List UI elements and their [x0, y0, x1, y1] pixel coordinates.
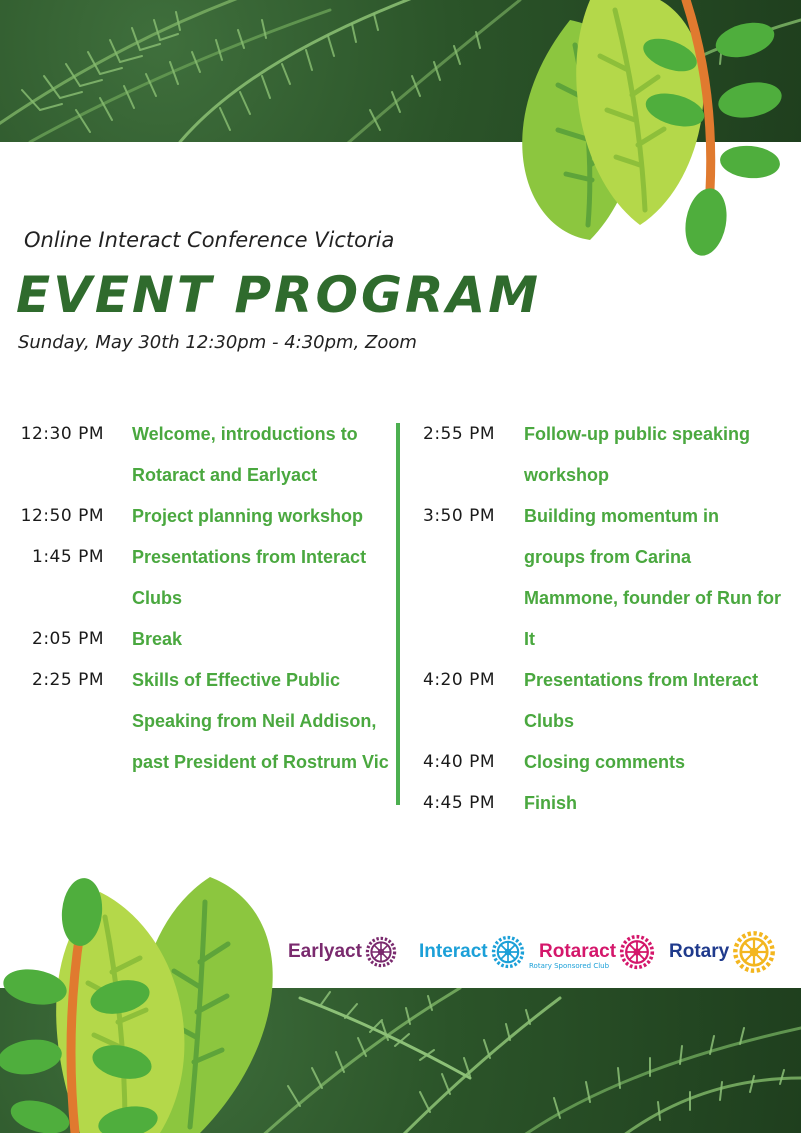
leaves-illustration-bottom — [0, 872, 290, 1133]
rotary-wheel-icon — [365, 936, 397, 968]
leaves-illustration-top — [500, 0, 801, 272]
schedule-time: 4:45 PM — [423, 793, 495, 813]
rotary-logo — [669, 928, 776, 976]
schedule-item — [0, 619, 392, 660]
schedule-right-column — [400, 414, 795, 824]
schedule-time: 2:25 PM — [32, 670, 104, 690]
schedule-time: 4:20 PM — [423, 670, 495, 690]
conference-subtitle: Online Interact Conference Victoria — [24, 228, 395, 252]
schedule-description: Welcome, introductions to Rotaract and Earlyact — [132, 424, 358, 485]
schedule-time: 1:45 PM — [32, 547, 104, 567]
schedule-time: 2:55 PM — [423, 424, 495, 444]
schedule-description: Break — [132, 629, 183, 649]
schedule-item — [0, 414, 392, 496]
schedule-item — [0, 496, 392, 537]
schedule-description: Skills of Effective Public Speaking from Neil Addison, past President of Rostrum Vic — [132, 670, 389, 772]
rotary-wheel-icon — [732, 930, 776, 974]
schedule-time: 12:50 PM — [20, 506, 104, 526]
logo-tagline: Rotary Sponsored Club — [529, 962, 610, 970]
rotary-wheel-icon — [619, 934, 655, 970]
schedule-description: Follow-up public speaking workshop — [524, 424, 751, 485]
schedule-time: 2:05 PM — [32, 629, 104, 649]
schedule-description: Presentations from Interact Clubs — [132, 547, 367, 608]
logo-name: Interact — [419, 941, 488, 962]
rotaract-logo — [539, 928, 655, 976]
rotary-wheel-icon — [491, 935, 525, 969]
schedule-description: Building momentum in groups from Carina Mammone, founder of Run for It — [524, 506, 781, 649]
schedule-item — [400, 742, 795, 783]
schedule-item — [0, 660, 392, 783]
schedule-item — [400, 660, 795, 742]
schedule-item — [0, 537, 392, 619]
schedule-item — [400, 414, 795, 496]
schedule-time: 3:50 PM — [423, 506, 495, 526]
schedule-item — [400, 496, 795, 660]
earlyact-logo — [288, 928, 397, 976]
schedule-time: 4:40 PM — [423, 752, 495, 772]
schedule-description: Project planning workshop — [132, 506, 364, 526]
schedule-time: 12:30 PM — [20, 424, 104, 444]
event-date-line: Sunday, May 30th 12:30pm - 4:30pm, Zoom — [18, 332, 417, 353]
schedule-left-column — [0, 414, 392, 783]
club-logos — [288, 928, 793, 976]
schedule-item — [400, 783, 795, 824]
schedule-description: Closing comments — [524, 752, 686, 772]
schedule-description: Finish — [524, 793, 577, 813]
page-title: EVENT PROGRAM — [16, 266, 542, 324]
logo-name: Rotaract — [539, 941, 617, 962]
schedule-description: Presentations from Interact Clubs — [524, 670, 759, 731]
logo-name: Earlyact — [288, 941, 362, 962]
logo-name: Rotary — [669, 941, 730, 962]
